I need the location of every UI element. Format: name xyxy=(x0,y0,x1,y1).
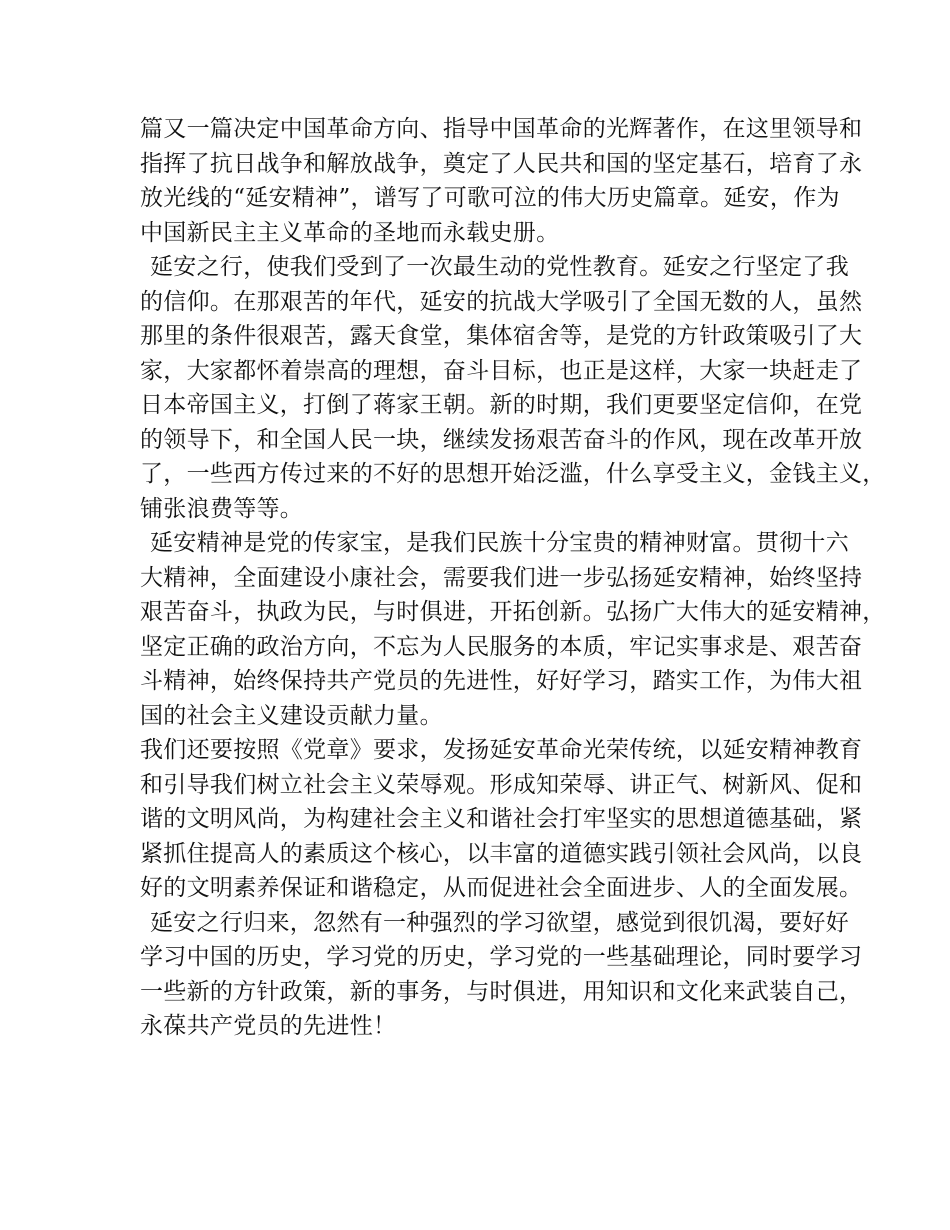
document-body xyxy=(140,112,886,1044)
text-line: 和引导我们树立社会主义荣辱观。形成知荣辱、讲正气、树新风、促和 xyxy=(140,771,863,798)
text-line: 好的文明素养保证和谐稳定，从而促进社会全面进步、人的全面发展。 xyxy=(140,875,863,901)
text-line: 日本帝国主义，打倒了蒋家王朝。新的时期，我们更要坚定信仰，在党 xyxy=(140,392,863,418)
text-line: 坚定正确的政治方向，不忘为人民服务的本质，牢记实事求是、艰苦奋 xyxy=(140,633,863,660)
text-line: 那里的条件很艰苦，露天食堂，集体宿舍等，是党的方针政策吸引了大 xyxy=(140,323,863,349)
paragraph xyxy=(140,906,863,1044)
text-line: 谐的文明风尚，为构建社会主义和谐社会打牢坚实的思想道德基础，紧 xyxy=(140,806,863,832)
text-line: 篇又一篇决定中国革命方向、指导中国革命的光辉著作，在这里领导和 xyxy=(140,116,863,142)
text-line: 的领导下，和全国人民一块，继续发扬艰苦奋斗的作风，现在改革开放 xyxy=(140,426,863,453)
text-line: 紧抓住提高人的素质这个核心，以丰富的道德实践引领社会风尚，以良 xyxy=(140,840,863,867)
paragraph xyxy=(140,250,886,526)
text-line: 了，一些西方传过来的不好的思想开始泛滥，什么享受主义，金钱主义， xyxy=(140,461,886,487)
text-line: 大精神，全面建设小康社会，需要我们进一步弘扬延安精神，始终坚持 xyxy=(140,564,863,591)
text-line: 斗精神，始终保持共产党员的先进性，好好学习，踏实工作，为伟大祖 xyxy=(140,668,863,694)
text-line: 延安精神是党的传家宝，是我们民族十分宝贵的精神财富。贯彻十六 xyxy=(150,530,849,556)
text-line: 延安之行归来，忽然有一种强烈的学习欲望，感觉到很饥渴，要好好 xyxy=(150,909,849,936)
text-line: 放光线的“延安精神”，谱写了可歌可泣的伟大历史篇章。延安，作为 xyxy=(140,185,840,211)
text-line: 我们还要按照《党章》要求，发扬延安革命光荣传统，以延安精神教育 xyxy=(140,737,863,763)
text-line: 铺张浪费等等。 xyxy=(140,495,304,522)
text-line: 中国新民主主义革命的圣地而永载史册。 xyxy=(140,219,560,246)
text-line: 家，大家都怀着崇高的理想，奋斗目标，也正是这样，大家一块赶走了 xyxy=(140,357,863,384)
text-line: 学习中国的历史，学习党的历史，学习党的一些基础理论，同时要学习 xyxy=(140,944,863,970)
text-line: 艰苦奋斗，执政为民，与时俱进，开拓创新。弘扬广大伟大的延安精神， xyxy=(140,599,886,625)
text-line: 一些新的方针政策，新的事务，与时俱进，用知识和文化来武装自己， xyxy=(140,978,863,1005)
paragraph xyxy=(140,526,886,733)
text-line: 指挥了抗日战争和解放战争，奠定了人民共和国的坚定基石，培育了永 xyxy=(140,150,863,177)
text-line: 国的社会主义建设贡献力量。 xyxy=(140,702,443,729)
text-line: 永葆共产党员的先进性！ xyxy=(140,1013,397,1039)
paragraph xyxy=(140,112,863,250)
paragraph xyxy=(140,733,863,906)
text-line: 的信仰。在那艰苦的年代，延安的抗战大学吸引了全国无数的人，虽然 xyxy=(140,288,863,315)
text-line: 延安之行，使我们受到了一次最生动的党性教育。延安之行坚定了我 xyxy=(150,254,849,280)
